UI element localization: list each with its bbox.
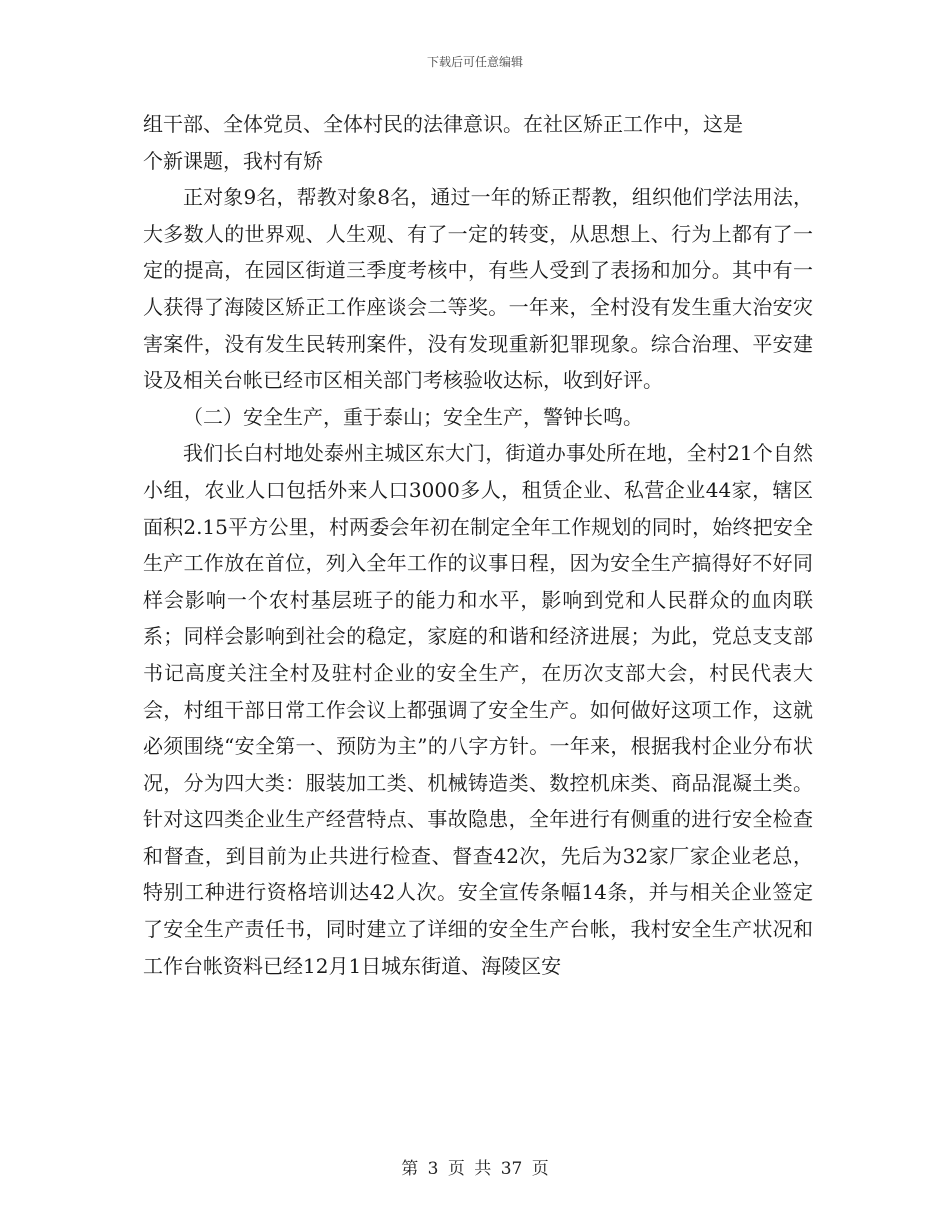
paragraph-4: 我们长白村地处泰州主城区东大门，街道办事处所在地，全村21个自然小组，农业人口包括外来人口3000多人，租赁企业、私营企业44家，辖区面积2.15平方公里，村两委会年初在制定全年工作规划的同时，始终把安全生产工作放在首位，列入全年工作的议事日程，因为安全生产搞得好不好同样会影响一个农村基层班子的能力和水平，影响到党和人民群众的血肉联系；同样会影响到社会的稳定，家庭的和谐和经济进展；为此，党总支支部书记高度关注全村及驻村企业的安全生产，在历次支部大会，村民代表大会，村组干部日常工作会议上都强调了安全生产。如何做好这项工作，这就必须围绕“安全第一、预防为主”的八字方针。一年来，根据我村企业分布状况，分为四大类：服装加工类、机械铸造类、数控机床类、商品混凝土类。针对这四类企业生产经营特点、事故隐患，全年进行有侧重的进行安全检查和督查，到目前为止共进行检查、督查42次，先后为32家厂家企业老总，特别工种进行资格培训达42人次。安全宣传条幅14条，并与相关企业签定了安全生产责任书，同时建立了详细的安全生产台帐，我村安全生产状况和工作台帐资料已经12月1日城东街道、海陵区安 <box>143 441 813 978</box>
document-body <box>143 106 813 984</box>
paragraph-1-line-1: 组干部、全体党员、全体村民的法律意识。在社区矫正工作中，这是 <box>143 112 743 136</box>
section-heading: （二）安全生产，重于泰山；安全生产，警钟长鸣。 <box>183 404 643 429</box>
page-header: 下载后可任意编辑 <box>426 55 523 69</box>
paragraph-1-line-2: 个新课题，我村有矫 <box>143 148 323 173</box>
page-number: 第 3 页 共 37 页 <box>401 1159 549 1179</box>
paragraph-2: 正对象9名，帮教对象8名，通过一年的矫正帮教，组织他们学法用法，大多数人的世界观、人生观、有了一定的转变，从思想上、行为上都有了一定的提高，在园区街道三季度考核中，有些人受到了表扬和加分。其中有一人获得了海陵区矫正工作座谈会二等奖。一年来，全村没有发生重大治安灾害案件，没有发生民转刑案件，没有发现重新犯罪现象。综合治理、平安建设及相关台帐已经市区相关部门考核验收达标，收到好评。 <box>143 185 813 393</box>
